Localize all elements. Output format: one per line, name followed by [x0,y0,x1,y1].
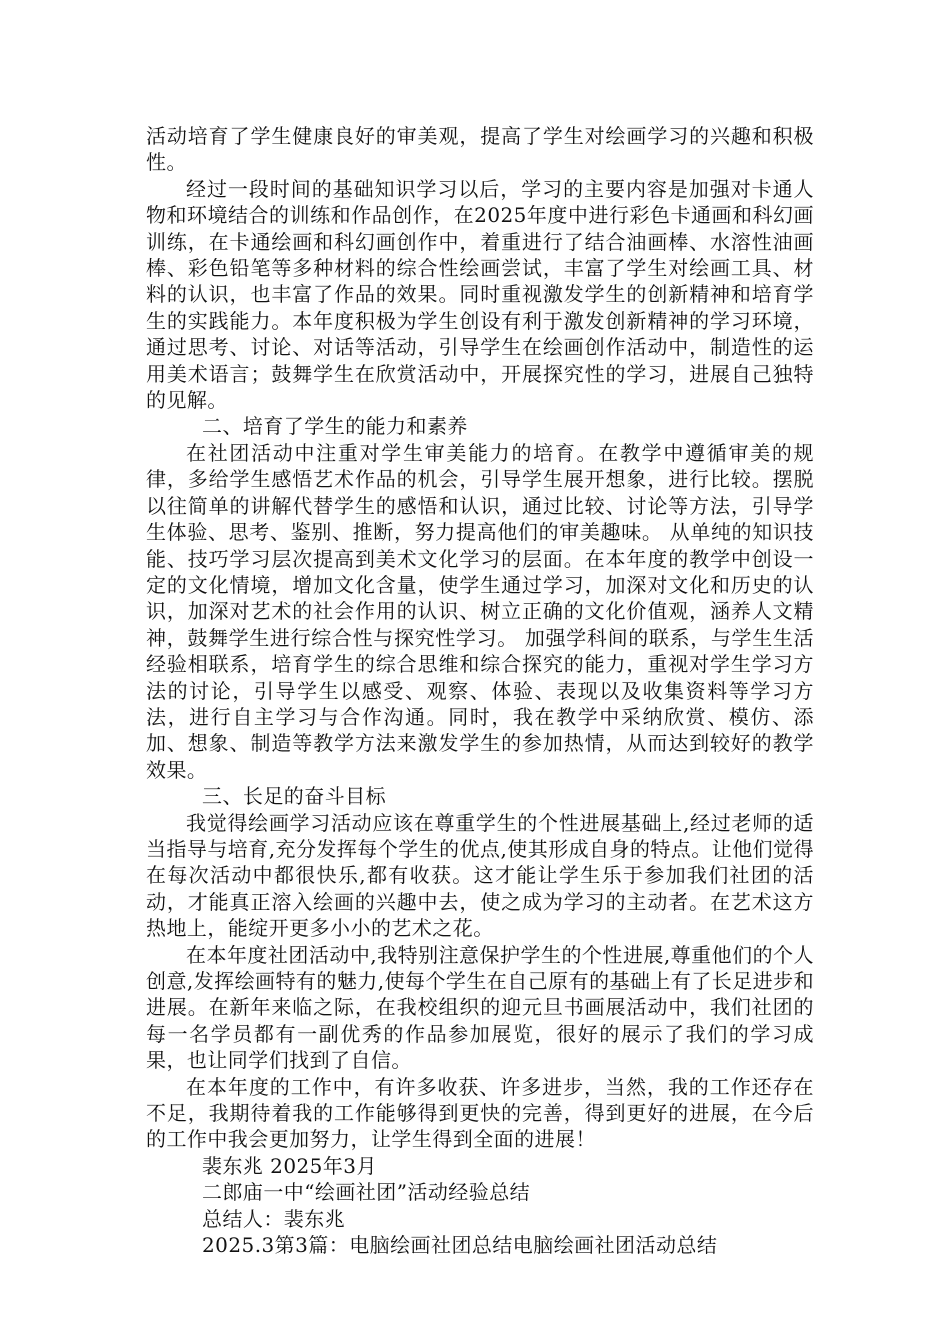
document-body [146,123,814,1258]
author-line: 总结人：裴东兆 [202,1206,346,1231]
section-heading-3: 三、长足的奋斗目标 [202,784,387,809]
section-heading-2: 二、培育了学生的能力和素养 [202,414,468,439]
paragraph-ability-cultivation: 在社团活动中注重对学生审美能力的培育。在教学中遵循审美的规律，多给学生感悟艺术作品的机会，引导学生展开想象，进行比较。摆脱以往简单的讲解代替学生的感悟和认识，通过比较、讨论等方法，引导学生体验、思考、鉴别、推断，努力提高他们的审美趣味。 从单纯的知识技能、技巧学习层次提高到美术文化学习的层面。在本年度的教学中创设一定的文化情境，增加文化含量，使学生通过学习，加深对文化和历史的认识，加深对艺术的社会作用的认识、树立正确的文化价值观，涵养人文精神，鼓舞学生进行综合性与探究性学习。 加强学科间的联系，与学生生活经验相联系，培育学生的综合思维和综合探究的能力，重视对学生学习方法的讨论，引导学生以感受、观察、体验、表现以及收集资料等学习方法，进行自主学习与合作沟通。同时，我在教学中采纳欣赏、模仿、添加、想象、制造等教学方法来激发学生的参加热情，从而达到较好的教学效果。 [146,440,814,782]
paragraph-outlook: 在本年度的工作中，有许多收获、许多进步，当然，我的工作还存在不足，我期待着我的工作能够得到更快的完善，得到更好的进展，在今后的工作中我会更加努力，让学生得到全面的进展！ [146,1074,814,1152]
signature-line: 裴东兆 2025年3月 [202,1153,377,1178]
paragraph-intro-continuation: 活动培育了学生健康良好的审美观，提高了学生对绘画学习的兴趣和积极性。 [146,124,814,175]
summary-title-line: 二郎庙一中“绘画社团”活动经验总结 [202,1180,531,1205]
next-article-line: 2025.3第3篇：电脑绘画社团总结电脑绘画社团活动总结 [202,1233,718,1258]
paragraph-training-content: 经过一段时间的基础知识学习以后，学习的主要内容是加强对卡通人物和环境结合的训练和作品创作，在2025年度中进行彩色卡通画和科幻画训练，在卡通绘画和科幻画创作中，着重进行了结合油画棒、水溶性油画棒、彩色铅笔等多种材料的综合性绘画尝试，丰富了学生对绘画工具、材料的认识，也丰富了作品的效果。同时重视激发学生的创新精神和培育学生的实践能力。本年度积极为学生创设有利于激发创新精神的学习环境，通过思考、讨论、对话等活动，引导学生在绘画创作活动中，制造性的运用美术语言；鼓舞学生在欣赏活动中，开展探究性的学习，进展自己独特的见解。 [146,176,814,413]
paragraph-goals: 我觉得绘画学习活动应该在尊重学生的个性进展基础上,经过老师的适当指导与培育,充分发挥每个学生的优点,使其形成自身的特点。让他们觉得在每次活动中都很快乐,都有收获。这才能让学生乐于参加我们社团的活动，才能真正溶入绘画的兴趣中去，使之成为学习的主动者。在艺术这方热地上，能绽开更多小小的艺术之花。 [146,810,815,941]
paragraph-activity-review: 在本年度社团活动中,我特别注意保护学生的个性进展,尊重他们的个人创意,发挥绘画特有的魅力,使每个学生在自己原有的基础上有了长足进步和进展。在新年来临之际，在我校组织的迎元旦书画展活动中，我们社团的每一名学员都有一副优秀的作品参加展览，很好的展示了我们的学习成果，也让同学们找到了自信。 [146,942,815,1073]
